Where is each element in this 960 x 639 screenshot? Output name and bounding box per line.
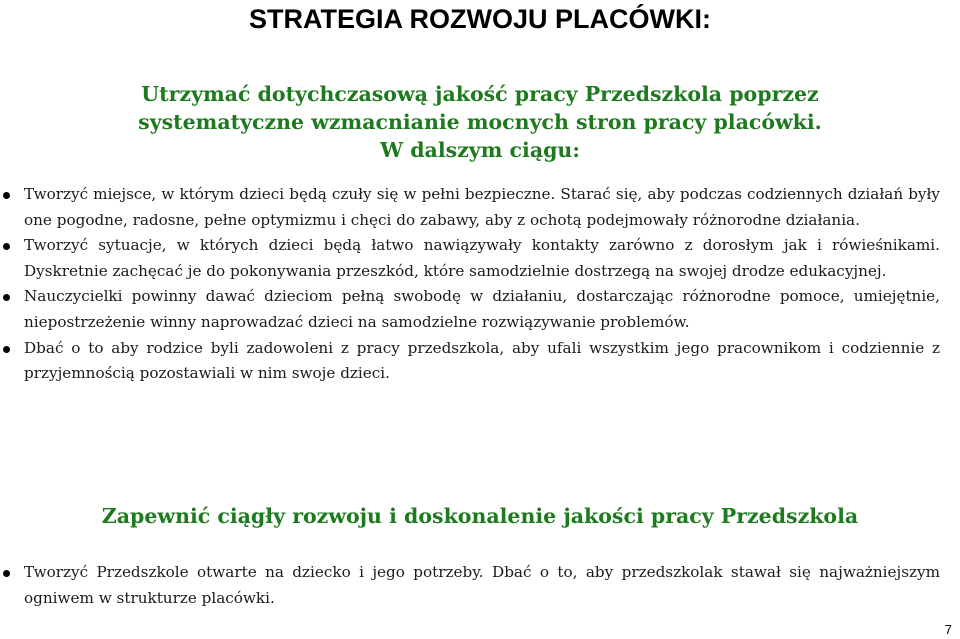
bullet-icon — [3, 243, 10, 250]
section1-heading-line3: W dalszym ciągu: — [380, 138, 580, 162]
list-item — [0, 233, 940, 284]
section2-heading: Zapewnić ciągły rozwoju i doskonalenie jakości pracy Przedszkola — [101, 504, 859, 528]
list-item — [0, 336, 940, 387]
page-number: 7 — [944, 622, 952, 637]
list-item-text: Dbać o to aby rodzice byli zadowoleni z pracy przedszkola, aby ufali wszystkim jego pracownikom i codziennie z przyjemnością pozostawiali w nim swoje dzieci. — [24, 338, 940, 383]
bullet-icon — [3, 570, 10, 577]
section1-heading-line1: Utrzymać dotychczasową jakość pracy Przedszkola poprzez — [141, 82, 819, 106]
list-item-text: Tworzyć sytuacje, w których dzieci będą łatwo nawiązywały kontakty zarówno z dorosłym jak i rówieśnikami. Dyskretnie zachęcać je do pokonywania przeszkód, które samodzielnie dostrzegą na swojej drodze edukacyjnej. — [24, 236, 940, 280]
bullet-icon — [3, 294, 10, 301]
list-item — [0, 284, 940, 335]
list-item-text: Tworzyć miejsce, w którym dzieci będą czuły się w pełni bezpieczne. Starać się, aby podczas codziennych działań były one pogodne, radosne, pełne optymizmu i chęci do zabawy, aby z ochotą podejmowały różnorodne działania. — [24, 185, 940, 229]
list-item-text: Nauczycielki powinny dawać dzieciom pełną swobodę w działaniu, dostarczając różnorodne pomoce, umiejętnie, niepostrzeżenie winny naprowadzać dzieci na samodzielne rozwiązywanie problemów. — [24, 287, 940, 331]
bullet-icon — [3, 346, 10, 353]
section1-bullet-list — [0, 182, 940, 387]
list-item — [0, 560, 940, 611]
list-item — [0, 182, 940, 233]
section1-heading-line2: systematyczne wzmacnianie mocnych stron pracy placówki. — [138, 110, 822, 134]
section1-heading — [0, 80, 960, 164]
bullet-icon — [3, 192, 10, 199]
section2-bullet-list — [0, 560, 940, 611]
page-title: STRATEGIA ROZWOJU PLACÓWKI: — [249, 4, 711, 34]
list-item-text: Tworzyć Przedszkole otwarte na dziecko i jego potrzeby. Dbać o to, aby przedszkolak stawał się najważniejszym ogniwem w strukturze placówki. — [24, 563, 940, 607]
